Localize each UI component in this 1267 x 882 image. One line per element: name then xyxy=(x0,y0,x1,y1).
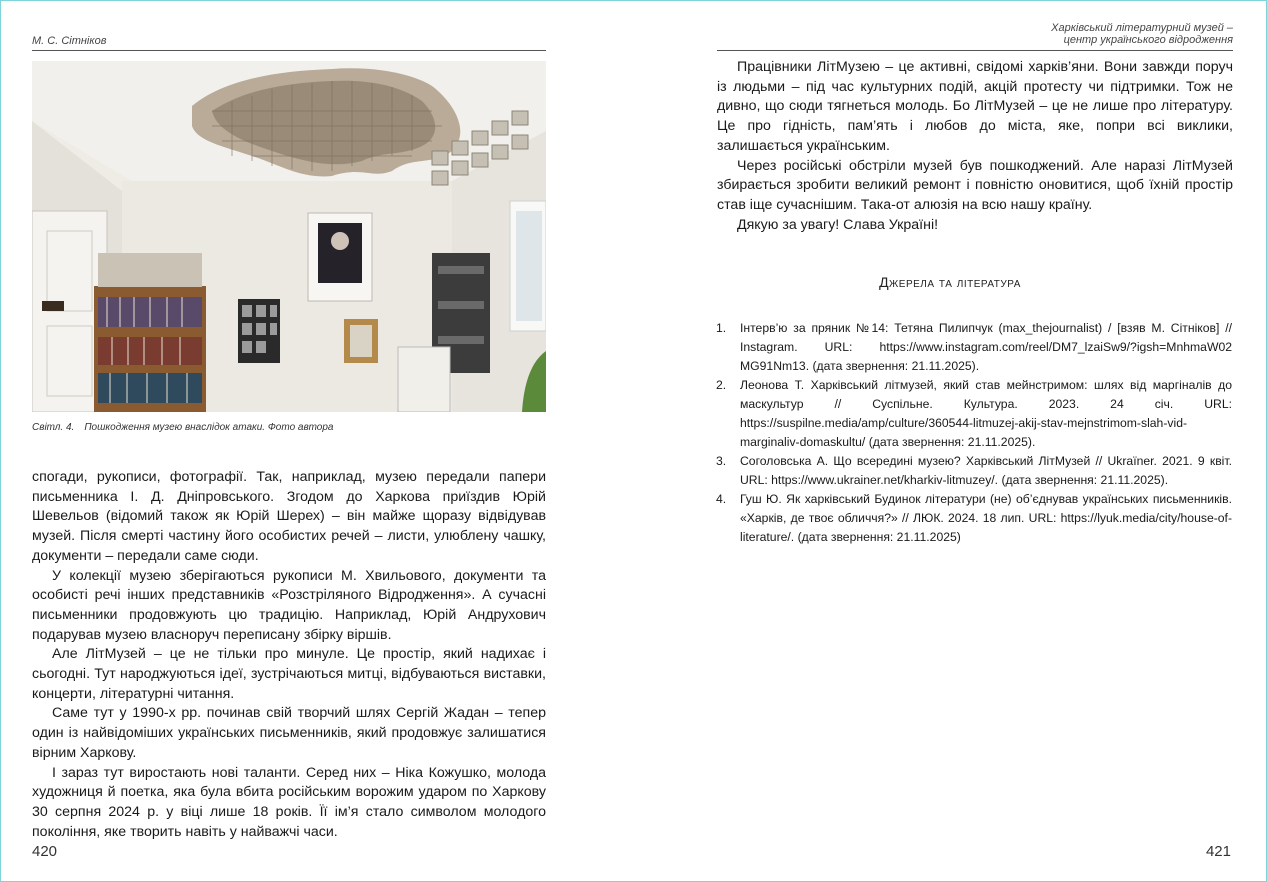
paragraph: Працівники ЛітМузею – це активні, свідомі харків’яни. Вони завжди поруч із людьми – під час культурних подій, акцій протесту чи підтримки. Тож не дивно, що сюди тягнеться молодь. Бо ЛітМузей – це не лише про літературу. Це про гідність, пам’ять і любов до міста, яке, попри всі виклики, залишається українським. xyxy=(717,59,1233,154)
paragraph: Дякую за увагу! Слава Україні! xyxy=(737,216,939,233)
figure-caption-text: Пошкодження музею внаслідок атаки. Фото автора xyxy=(84,422,334,433)
sources-heading: Джерела та література xyxy=(879,274,1021,290)
paragraph: Саме тут у 1990-х рр. починав свій творчий шлях Сергій Жадан – тепер один із найвідоміших українських письменників, який продовжує залишатися вірним Харкову. xyxy=(32,705,546,761)
reference-text: Інтерв’ю за пряник №14: Тетяна Пилипчук (max_thejournalist) / [взяв М. Сітніков] // Instagram. URL: https://www.instagram.com/reel/DM7_lzaiSw9/?igsh=MnhmaW02 MG91Nm13. (дата звернення: 21.11.2025). xyxy=(740,321,1232,373)
right-body-text xyxy=(717,58,1233,235)
paragraph: Але ЛітМузей – це не тільки про минуле. Це простір, який надихає і сьогодні. Тут народжуються ідеї, зустрічаються митці, відбуваються виставки, концерти, літературні читання. xyxy=(32,646,546,702)
header-rule xyxy=(717,50,1233,51)
paragraph: спогади, рукописи, фотографії. Так, наприклад, музею передали папери письменника І. Д. Дніпровського. Згодом до Харкова приїздив Юрій Шевельов (відомий також як Юрій Шерех) – він майже щоразу відвідував музей. Після смерті частину його особистих речей – листи, улюблену чашку, документи – передали саме сюди. xyxy=(32,469,546,564)
page-number-left: 420 xyxy=(32,843,58,860)
reference-item xyxy=(716,319,1232,376)
references-list xyxy=(716,319,1232,547)
left-page xyxy=(0,0,633,882)
figure-caption-label: Світл. 4. xyxy=(32,422,75,433)
reference-number: 4. xyxy=(716,492,727,506)
reference-text: Соголовська А. Що всередині музею? Харківський ЛітМузей // Ukraїner. 2021. 9 квіт. URL: https://www.ukrainer.net/kharkiv-litmuzey/. (дата звернення: 21.11.2025). xyxy=(740,454,1232,487)
reference-number: 1. xyxy=(716,321,727,335)
paragraph: Через російські обстріли музей був пошкоджений. Але наразі ЛітМузей збирається зробити великий ремонт і повністю оновитися, щоб їхній простір став іще сучаснішим. Така-от алюзія на всю нашу країну. xyxy=(717,157,1233,213)
reference-number: 2. xyxy=(716,378,727,392)
reference-text: Леонова Т. Харківський літмузей, який став мейнстримом: шлях від маргіналів до маскультур // Суспільне. Культура. 2023. 24 січ. URL: https://suspilne.media/amp/culture/360544-litmuzej-akij-stav-mejnstrimom-slah-vid-marginaliv-domaskultu/ (дата звернення: 21.11.2025). xyxy=(740,378,1232,449)
paragraph: У колекції музею зберігаються рукописи М. Хвильового, документи та особисті речі інших представників «Розстріляного Відродження». А сучасні письменники продовжують цю традицію. Наприклад, Юрій Андрухович подарував музею власноруч переписану збірку віршів. xyxy=(32,567,546,643)
header-rule xyxy=(32,50,546,51)
running-head-author: М. С. Сітніков xyxy=(32,35,107,47)
reference-number: 3. xyxy=(716,454,727,468)
running-head-title xyxy=(1051,22,1233,46)
running-head-line: центр українського відродження xyxy=(1063,34,1233,46)
reference-text: Гуш Ю. Як харківський Будинок літератури (не) об’єднував українських письменників. «Харків, де твоє обличчя?» // ЛЮК. 2024. 18 лип. URL: https://lyuk.media/city/house-of-literature/. (дата звернення: 21.11.2025) xyxy=(740,492,1232,544)
reference-item xyxy=(716,376,1232,452)
reference-item xyxy=(716,452,1232,490)
paragraph: І зараз тут виростають нові таланти. Серед них – Ніка Кожушко, молода художниця й поетка, яка була вбита російським ворожим ударом по Харкову 30 серпня 2024 р. у віці лише 18 років. Її ім’я стало символом молодого покоління, яке творить навіть у найважчі часи. xyxy=(32,764,546,840)
page-number-right: 421 xyxy=(1205,843,1231,860)
right-page xyxy=(633,0,1267,882)
museum-damage-photo xyxy=(32,61,546,412)
reference-item xyxy=(716,490,1232,547)
running-head-line: Харківський літературний музей – xyxy=(1051,22,1233,34)
figure-caption xyxy=(32,422,334,433)
left-body-text xyxy=(32,468,546,842)
